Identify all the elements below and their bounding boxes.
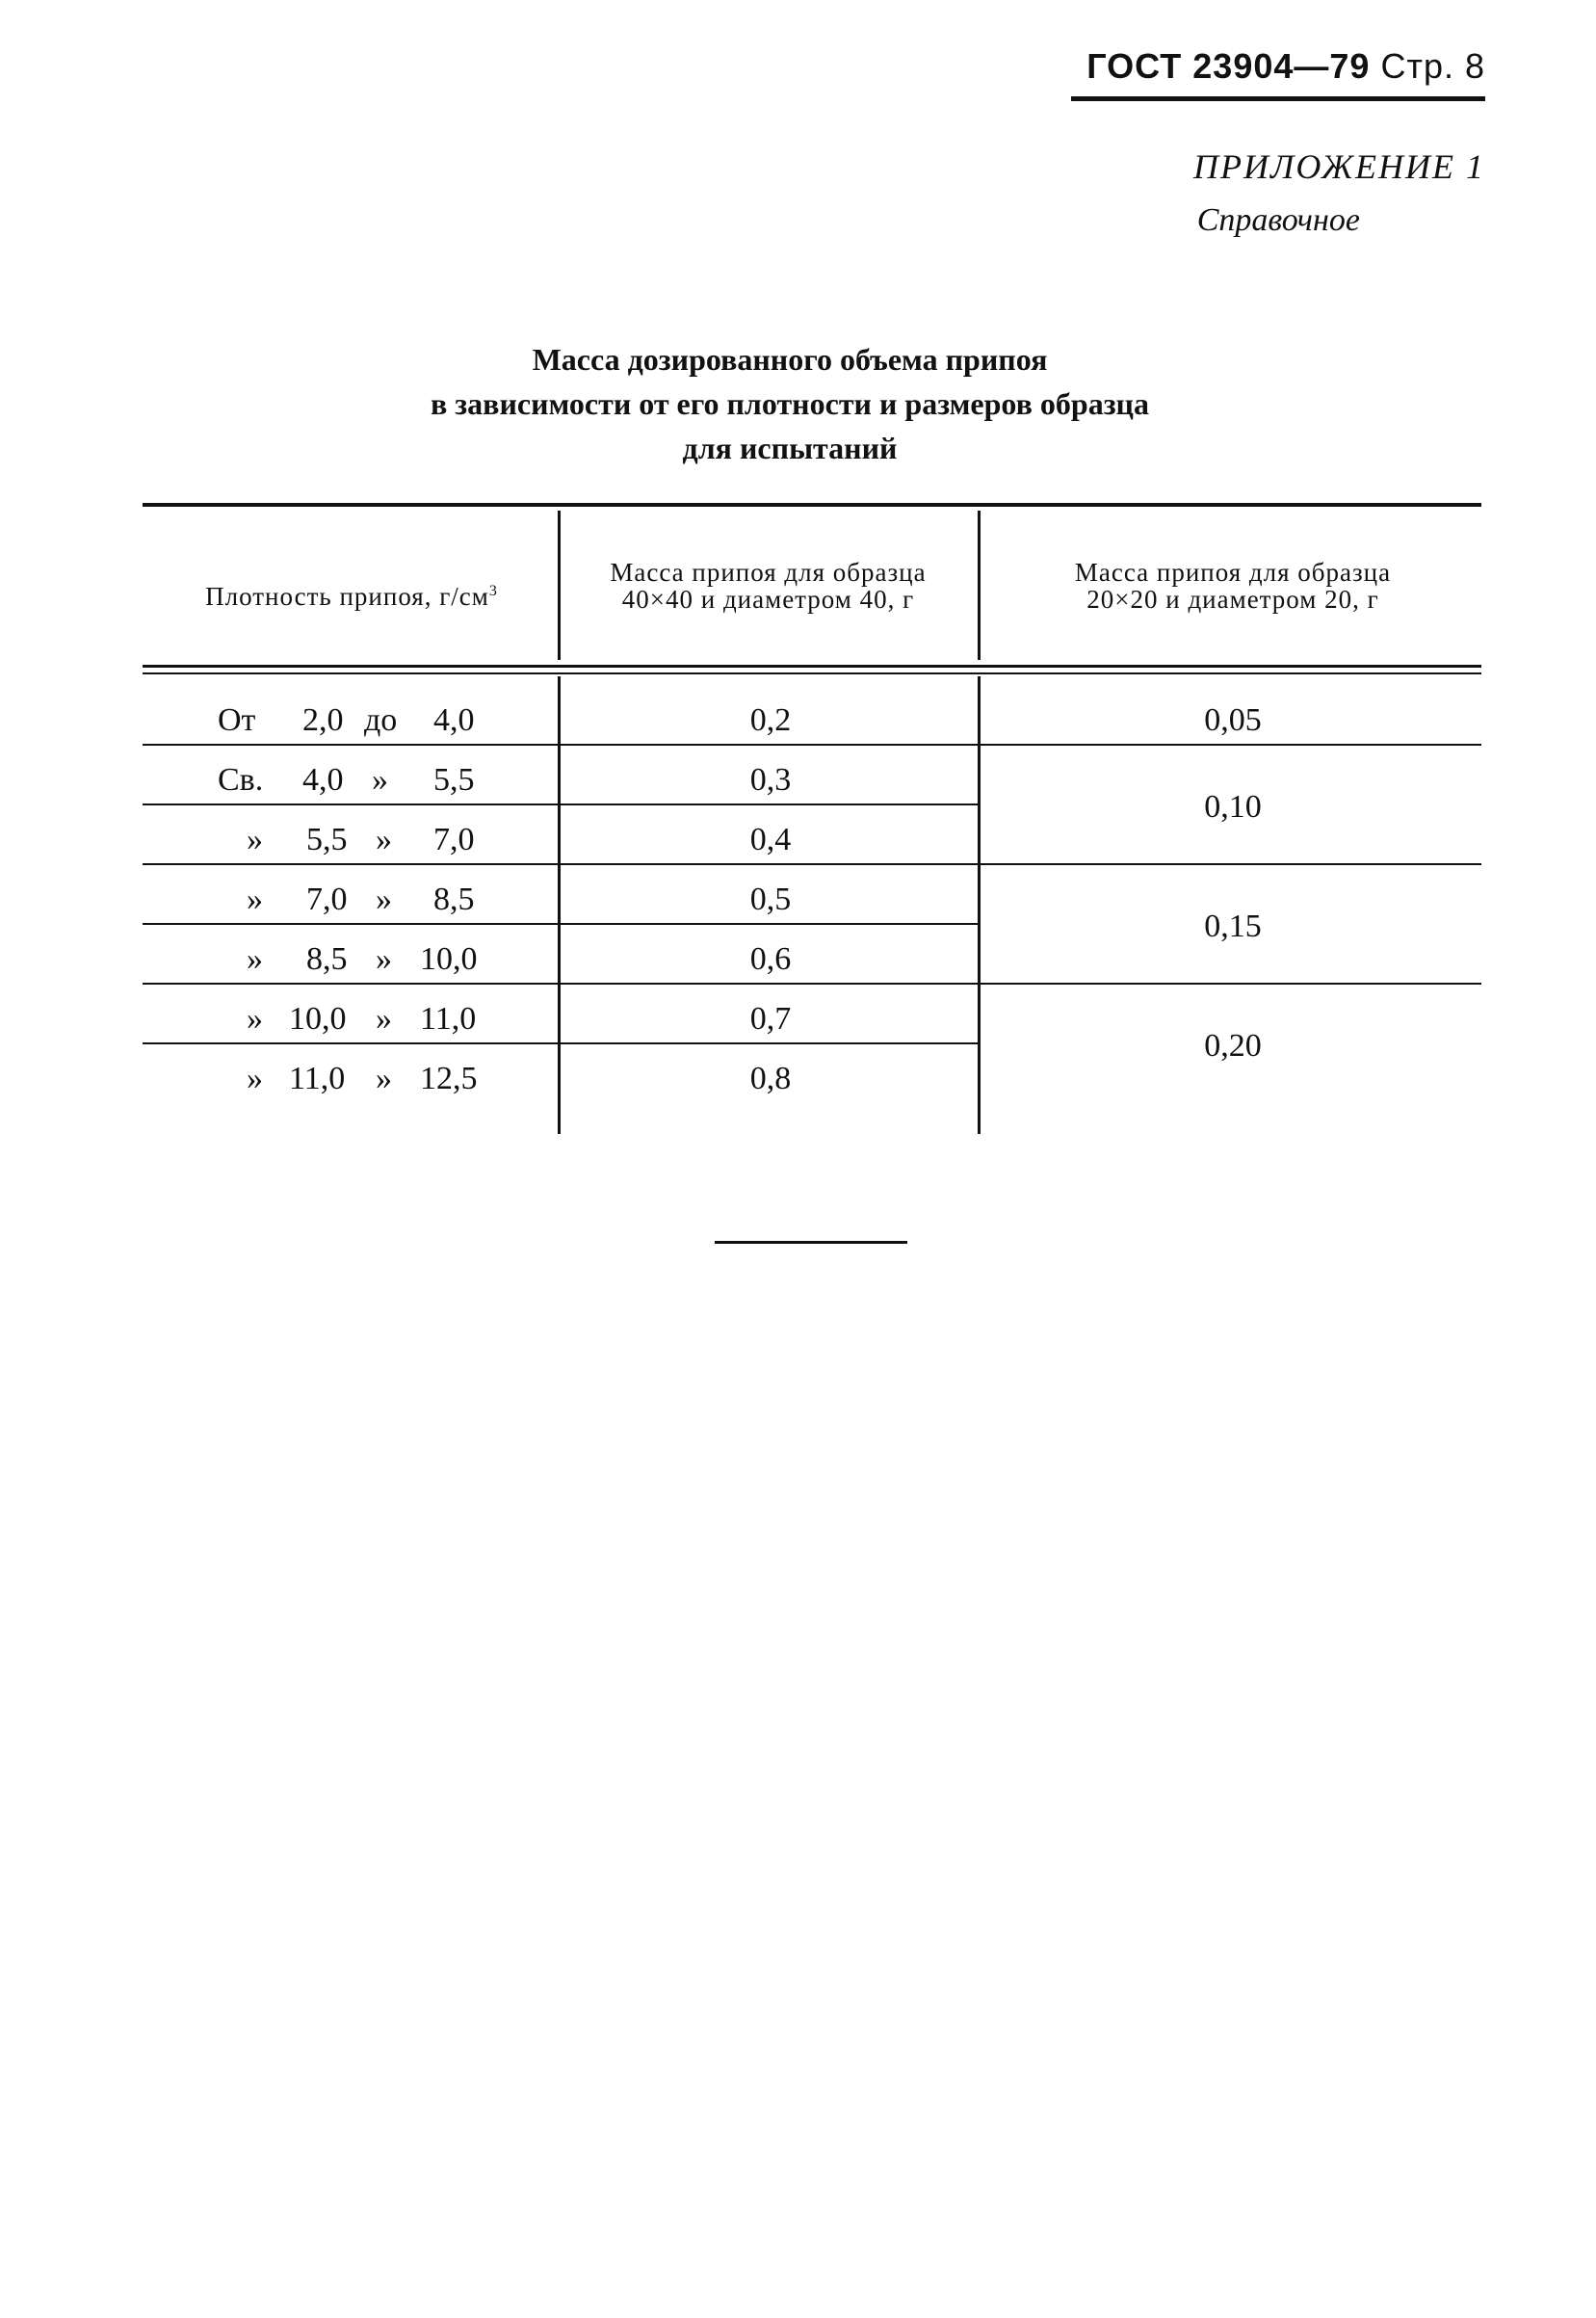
header-bottom-rule-2	[143, 672, 1481, 674]
row-to: 7,0	[433, 822, 475, 857]
table-row	[0, 761, 978, 800]
row-from: 11,0	[289, 1061, 346, 1096]
row-to: 5,5	[433, 762, 475, 798]
row-sep: »	[372, 762, 388, 798]
col-header-mass-40-line-1: Масса припоя для образца	[610, 558, 927, 587]
row-line-3	[143, 863, 978, 865]
table-row	[0, 1060, 978, 1098]
table-row	[0, 1000, 978, 1039]
row-sep: »	[376, 941, 392, 977]
standard-code: ГОСТ 23904—79	[1086, 46, 1371, 86]
col-header-mass-40-line-2: 40×40 и диаметром 40, г	[621, 585, 915, 614]
header-divider-1	[558, 511, 561, 660]
group-line-3	[978, 983, 1481, 985]
row-prefix: »	[247, 882, 263, 917]
row-prefix: Св.	[218, 762, 264, 798]
row-line-6	[143, 1042, 978, 1044]
row-sep: до	[364, 702, 398, 738]
mass-20-group-4: 0,20	[1204, 1028, 1262, 1064]
row-from: 5,5	[306, 822, 348, 857]
appendix-label: ПРИЛОЖЕНИЕ 1	[1193, 147, 1485, 186]
row-mass-40: 0,2	[749, 702, 792, 738]
row-mass-40: 0,6	[749, 941, 792, 977]
row-prefix: »	[247, 941, 263, 977]
end-rule	[715, 1241, 907, 1244]
header-divider-2	[978, 511, 981, 660]
row-to: 11,0	[420, 1001, 477, 1037]
table-title-line-3: для испытаний	[682, 431, 898, 465]
col-header-density-sup: 3	[488, 583, 498, 599]
row-from: 7,0	[306, 882, 348, 917]
table-top-rule	[143, 503, 1481, 507]
row-prefix: От	[218, 702, 256, 738]
row-prefix: »	[247, 822, 263, 857]
row-to: 8,5	[433, 882, 475, 917]
col-header-mass-20-line-1: Масса припоя для образца	[1074, 558, 1392, 587]
row-mass-40: 0,4	[749, 822, 792, 857]
col-header-mass-20-line-2: 20×20 и диаметром 20, г	[1086, 585, 1379, 614]
row-line-5	[143, 983, 978, 985]
row-sep: »	[376, 1061, 392, 1096]
table-title-line-1: Масса дозированного объема припоя	[532, 342, 1048, 377]
group-line-1	[978, 744, 1481, 746]
row-from: 2,0	[302, 702, 344, 738]
row-from: 4,0	[302, 762, 344, 798]
row-line-2	[143, 803, 978, 805]
mass-20-group-1: 0,05	[1204, 702, 1262, 738]
row-mass-40: 0,8	[749, 1061, 792, 1096]
row-to: 10,0	[420, 941, 478, 977]
col-header-mass-20	[987, 559, 1478, 613]
row-line-4	[143, 923, 978, 925]
mass-20-group-3: 0,15	[1204, 909, 1262, 944]
row-mass-40: 0,5	[749, 882, 792, 917]
row-sep: »	[376, 1001, 392, 1037]
table-row	[0, 940, 978, 979]
table-row	[0, 881, 978, 919]
row-prefix: »	[247, 1061, 263, 1096]
row-prefix: »	[247, 1001, 263, 1037]
table-row	[0, 701, 978, 740]
row-mass-40: 0,7	[749, 1001, 792, 1037]
col-header-density-text: Плотность припоя, г/см	[205, 582, 489, 611]
row-sep: »	[376, 822, 392, 857]
mass-20-group-2: 0,10	[1204, 789, 1262, 825]
col-header-mass-40	[563, 559, 973, 613]
col-header-density	[154, 578, 549, 610]
page-number: Стр. 8	[1380, 46, 1485, 86]
appendix-type: Справочное	[1196, 202, 1360, 238]
row-mass-40: 0,3	[749, 762, 792, 798]
table-row	[0, 821, 978, 859]
row-from: 8,5	[306, 941, 348, 977]
group-line-2	[978, 863, 1481, 865]
row-to: 4,0	[433, 702, 475, 738]
table-title-line-2: в зависимости от его плотности и размеров образца	[431, 386, 1149, 421]
row-to: 12,5	[420, 1061, 478, 1096]
row-line-1	[143, 744, 978, 746]
row-from: 10,0	[289, 1001, 347, 1037]
header-bottom-rule-1	[143, 665, 1481, 668]
row-sep: »	[376, 882, 392, 917]
